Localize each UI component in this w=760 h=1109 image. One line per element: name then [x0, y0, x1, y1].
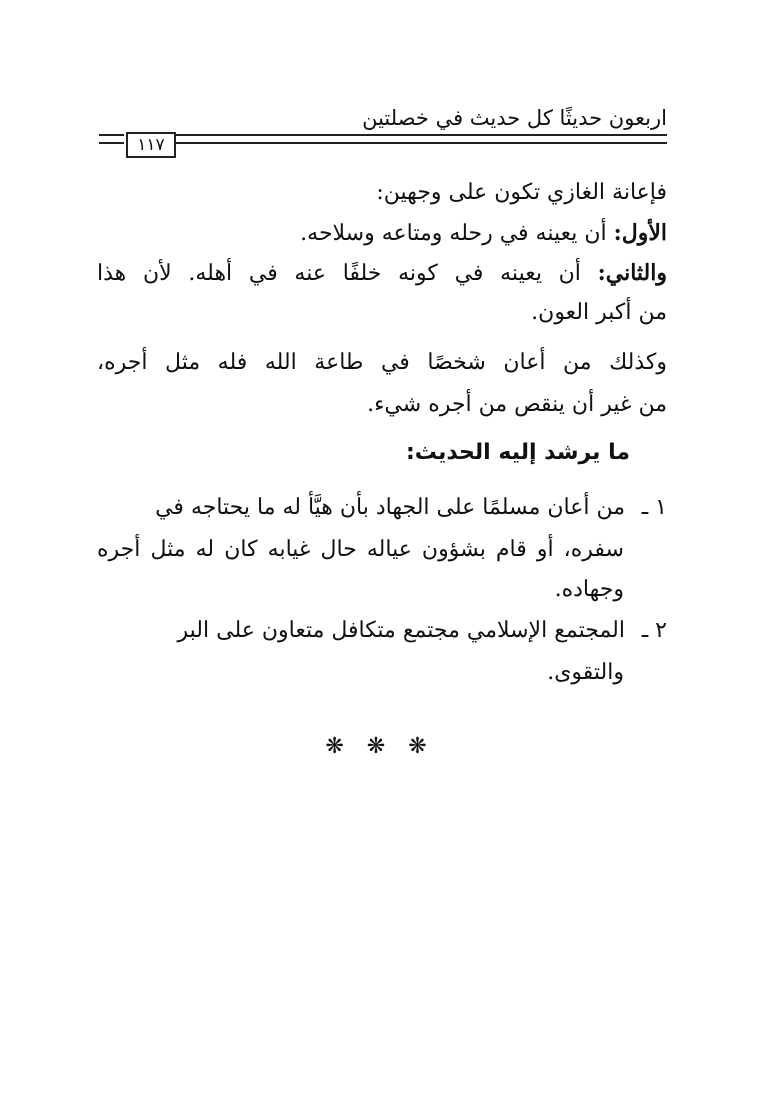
item-number: ٢ ـ [641, 618, 667, 643]
text-line: من غير أن ينقص من أجره شيء. [367, 392, 667, 417]
second-label: والثاني: [597, 260, 667, 286]
item-number: ١ ـ [641, 495, 667, 520]
text-line: وكذلك من أعان شخصًا في طاعة الله فله مثل أجره، [97, 350, 667, 375]
header-rule-top [176, 134, 667, 136]
second-text: أن يعينه في كونه خلفًا عنه في أهله. لأن هذا [97, 261, 598, 286]
section-heading: ما يرشد إليه الحديث: [406, 440, 630, 465]
text-line: من أكبر العون. [531, 300, 667, 325]
page-number: ١١٧ [126, 132, 176, 158]
section-ornament: ❋ ❋ ❋ [325, 734, 435, 759]
list-item-2 [97, 618, 667, 643]
list-item-1-cont: وجهاده. [554, 577, 624, 602]
item-text: من أعان مسلمًا على الجهاد بأن هيَّأ له ما يحتاجه في [155, 495, 625, 520]
header-rule-left-top [99, 134, 124, 136]
list-item-1-cont: سفره، أو قام بشؤون عياله حال غيابه كان له مثل أجره [97, 537, 624, 562]
book-title: اربعون حديثًا كل حديث في خصلتين [362, 106, 667, 130]
list-item-1 [97, 495, 667, 520]
list-item-2-cont: والتقوى. [547, 660, 624, 685]
header-rule-bottom [176, 142, 667, 144]
item-text: المجتمع الإسلامي مجتمع متكافل متعاون على البر [177, 618, 625, 643]
first-text: أن يعينه في رحله ومتاعه وسلاحه. [300, 221, 614, 246]
first-label: الأول: [613, 220, 667, 246]
text-line [97, 220, 667, 246]
header-rule-left-bottom [99, 142, 124, 144]
text-line: فإعانة الغازي تكون على وجهين: [376, 180, 667, 205]
text-line [97, 260, 667, 286]
